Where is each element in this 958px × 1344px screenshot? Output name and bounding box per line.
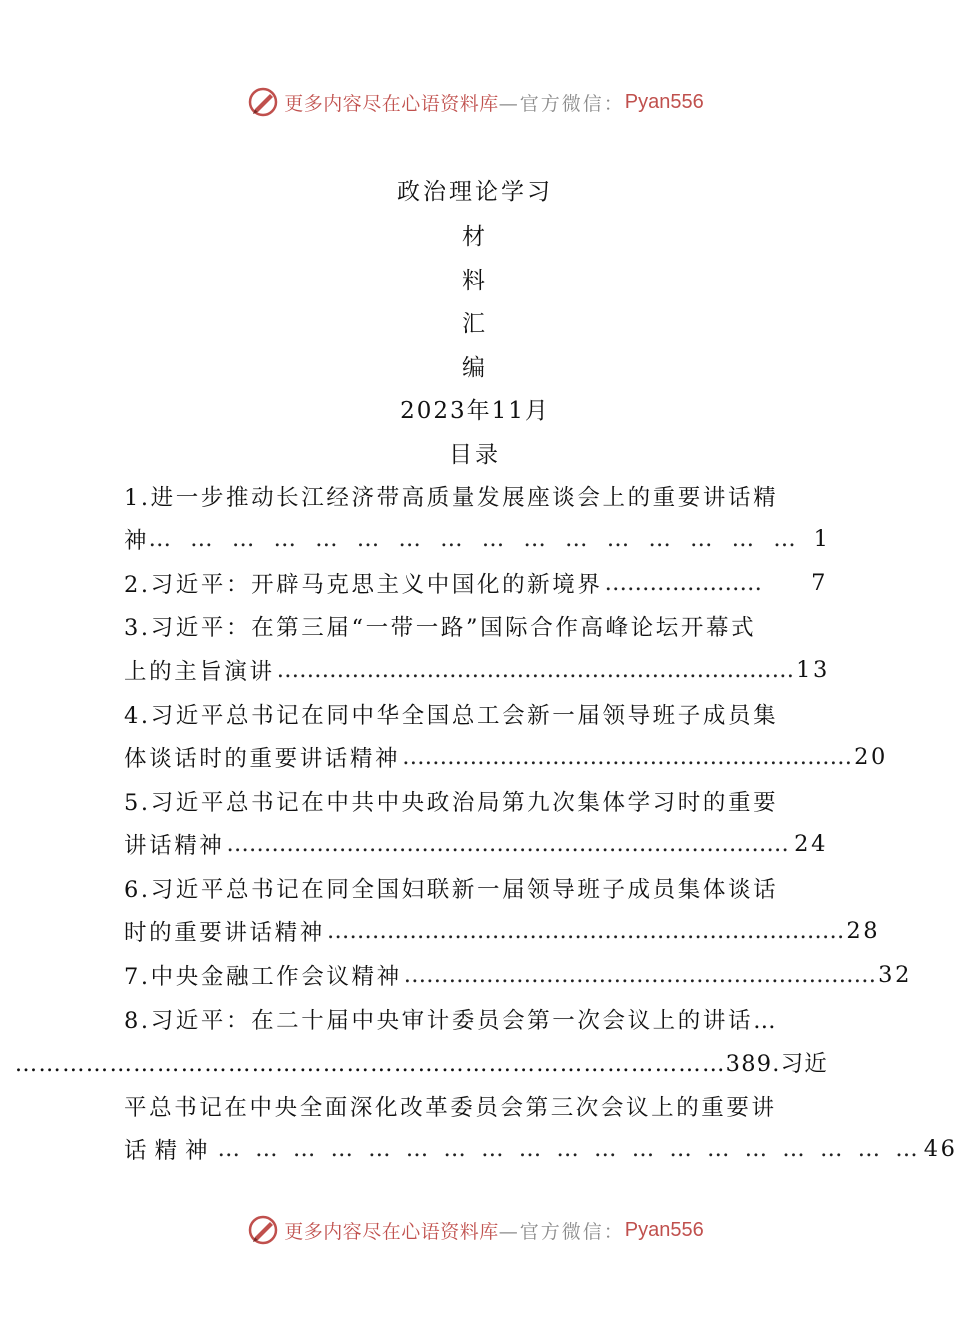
toc-leader-dots: … … … … … … … … … … … … … … … … … … … [217, 1136, 922, 1162]
toc-item-9-line-2: 话精神 … … … … … … … … … … … … … … … … … … … 46 [124, 1136, 958, 1164]
toc-item-5-line-2: 讲话精神 ………………………………………………………………… 24 [124, 831, 828, 859]
toc-item-5-line-1: 5.习近平总书记在中共中央政治局第九次集体学习时的重要 [124, 790, 779, 816]
toc-item-8-line-1: 8.习近平：在二十届中央审计委员会第一次会议上的讲话… [124, 1008, 779, 1034]
doc-date: 2023年11月 [400, 398, 550, 424]
toc-item-2: 2.习近平：开辟马克思主义中国化的新境界 ………………… 7 [124, 570, 828, 598]
toc-item-1-line-1: 1.进一步推动长江经济带高质量发展座谈会上的重要讲话精 [124, 485, 779, 511]
watermark-wechat-label: —官方微信： [498, 92, 625, 115]
toc-item-8-line-2: ………………………………………………………………………………389.习近 [14, 1051, 828, 1077]
toc-page-number: 13 [796, 657, 830, 683]
doc-title-char-1: 材 [462, 224, 488, 250]
toc-page-number: 7 [811, 570, 828, 596]
pen-logo-icon [246, 1213, 280, 1247]
watermark-wechat-id: Pyan556 [624, 90, 704, 113]
toc-item-4-line-2: 体谈话时的重要讲话精神 …………………………………………………… 20 [124, 744, 888, 772]
toc-item-1-line-2: 神 … … … … … … … … … … … … … … … … 1 [124, 526, 828, 554]
watermark-wechat-label: —官方微信： [498, 1220, 625, 1243]
doc-title-char-3: 汇 [462, 311, 488, 337]
watermark-header [0, 82, 950, 122]
toc-page-number: 32 [878, 962, 913, 988]
toc-item-4-line-1: 4.习近平总书记在同中华全国总工会新一届领导班子成员集 [124, 703, 779, 729]
doc-title: 政治理论学习 [397, 179, 553, 205]
toc-item-6-line-1: 6.习近平总书记在同全国妇联新一届领导班子成员集体谈话 [124, 877, 779, 903]
toc-leader-dots: …………………………………………………… [402, 744, 853, 770]
toc-item-3-line-2: 上的主旨演讲 …………………………………………………………… 13 [124, 657, 830, 685]
toc-item-7: 7.中央金融工作会议精神 ……………………………………………………… 32 [124, 962, 913, 990]
toc-leader-dots: ……………………………………………………… [403, 962, 877, 988]
toc-leader-dots: … … … … … … … … … … … … … … … … [148, 526, 802, 552]
toc-page-number: 24 [794, 831, 828, 857]
watermark-brand: 更多内容尽在心语资料库 [284, 92, 499, 115]
toc-page-number: 1 [813, 526, 828, 552]
toc-item-9-line-1: 平总书记在中央全面深化改革委员会第三次会议上的重要讲 [124, 1095, 777, 1121]
doc-title-char-2: 料 [462, 268, 488, 294]
toc-page-number: 20 [854, 744, 888, 770]
toc-leader-dots: …………………………………………………………… [276, 657, 795, 683]
toc-item-3-line-1: 3.习近平：在第三届“一带一路”国际合作高峰论坛开幕式 [124, 615, 757, 641]
doc-title-char-4: 编 [462, 355, 488, 381]
toc-item-6-line-2: 时的重要讲话精神 …………………………………………………………… 28 [124, 918, 881, 946]
toc-leader-dots: ………………… [604, 570, 762, 596]
watermark-footer [0, 1210, 950, 1250]
toc-leader-dots: …………………………………………………………… [326, 918, 845, 944]
toc-heading: 目录 [449, 442, 501, 468]
toc-leader-dots: ………………………………………………………………… [226, 831, 789, 857]
toc-page-number: 46 [923, 1136, 958, 1162]
watermark-wechat-id: Pyan556 [624, 1218, 704, 1241]
pen-logo-icon [246, 85, 280, 119]
toc-page-number: 28 [846, 918, 881, 944]
watermark-brand: 更多内容尽在心语资料库 [284, 1220, 499, 1243]
